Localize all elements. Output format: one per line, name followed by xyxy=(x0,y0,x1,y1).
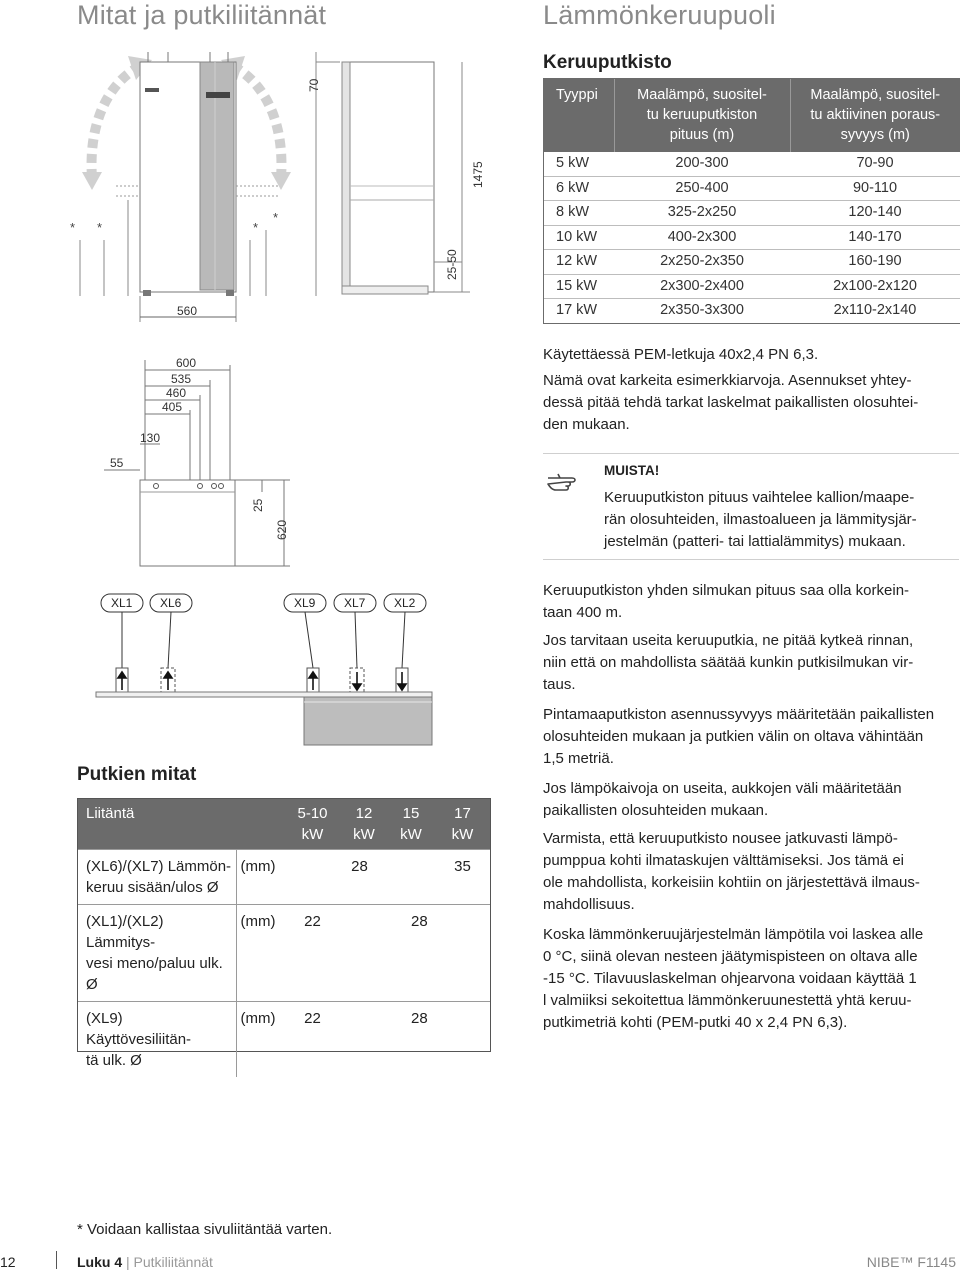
table-row xyxy=(544,225,960,250)
footer-separator: | xyxy=(126,1254,130,1270)
putkien-mitat-table xyxy=(77,798,491,1069)
row-value-b: 35 xyxy=(435,850,490,905)
pipe-stubs xyxy=(116,668,408,692)
cell-depth: 120-140 xyxy=(790,201,960,226)
row-unit: (mm) xyxy=(236,905,284,1002)
pointing-hand-icon xyxy=(546,470,586,494)
row-value-b: 28 xyxy=(341,905,490,1002)
footer-chapter-line xyxy=(77,1254,213,1270)
cell-length: 2x300-2x400 xyxy=(614,274,790,299)
label-xl7: XL7 xyxy=(344,596,366,610)
cell-depth: 2x110-2x140 xyxy=(833,302,917,318)
left-heading: Mitat ja putkiliitännät xyxy=(77,0,327,30)
col-liitanta: Liitäntä xyxy=(78,799,236,850)
feet-label: 25-50 xyxy=(445,249,459,280)
paragraph-5: Varmista, että keruuputkisto nousee jatkuvasti lämpö- pumppua kohti ilmataskujen välttämiseksi. Jos tämä ei ole mahdollista, korkeisiin kohtiin on järjestettävä ilmaus- mahdollisuus. xyxy=(543,830,920,913)
star-mark: * xyxy=(97,220,103,235)
muista-body: Keruuputkiston pituus vaihtelee kallion/maape- rän olosuhteiden, ilmastoalueen ja lämmitysjär- jestelmän (patteri- tai lattialämmitys) mukaan. xyxy=(604,489,917,550)
row-value-a: 22 xyxy=(284,905,341,1002)
dim-460: 460 xyxy=(166,386,187,400)
table-row xyxy=(544,274,960,299)
row-value-b: 28 xyxy=(341,1002,490,1078)
cell-depth: 160-190 xyxy=(790,250,960,275)
rough-note: Nämä ovat karkeita esimerkkiarvoja. Asennukset yhtey- dessä pitää tehdä tarkat laskelmat paikallisten olosuhtei- den mukaan. xyxy=(543,372,919,433)
dim-600: 600 xyxy=(176,356,197,370)
pem-note: Käytettäessä PEM-letkuja 40x2,4 PN 6,3. xyxy=(543,346,819,363)
dim-25: 25 xyxy=(251,498,265,512)
paragraph-6: Koska lämmönkeruujärjestelmän lämpötila voi laskea alle 0 °C, siinä olevan nesteen jäätymispisteen on oltava alle -15 °C. Tilavuuslaskelman ohjearvona voidaan käyttää 1 l valmiiksi sekoitettua lämmönkeruunestettä yhtä keruu- putkimetriä kohti (PEM-putki 40 x 2,4 PN 6,3). xyxy=(543,926,924,1031)
dim-620: 620 xyxy=(275,519,289,540)
top-view xyxy=(104,356,290,566)
cell-type: 10 kW xyxy=(544,225,614,250)
label-xl1: XL1 xyxy=(111,596,133,610)
star-mark: * xyxy=(70,220,76,235)
row-label: (XL1)/(XL2) Lämmitys- vesi meno/paluu ulk. Ø xyxy=(78,905,236,1002)
cell-depth: 90-110 xyxy=(790,176,960,201)
star-mark: * xyxy=(253,220,259,235)
col-pituus: Maalämpö, suositel- tu keruuputkiston pituus (m) xyxy=(614,79,790,152)
cell-depth: 70-90 xyxy=(790,152,960,176)
putkien-mitat-title: Putkien mitat xyxy=(77,764,197,785)
side-unit xyxy=(307,52,485,296)
col-12kw: 12 kW xyxy=(341,799,387,850)
page-number: 12 xyxy=(0,1254,16,1270)
top-dim-label: 70 xyxy=(307,78,321,92)
dim-535: 535 xyxy=(171,372,192,386)
table-row xyxy=(78,1002,490,1078)
dim-130: 130 xyxy=(140,431,161,445)
col-5-10kw: 5-10 kW xyxy=(284,799,341,850)
row-label: (XL9) Käyttövesiliitän- tä ulk. Ø xyxy=(78,1002,236,1078)
cell-type: 15 kW xyxy=(544,274,614,299)
footer-chapter: Luku 4 xyxy=(77,1254,123,1270)
front-unit xyxy=(80,52,280,322)
cell-type: 8 kW xyxy=(544,201,614,226)
footer-divider xyxy=(56,1251,57,1269)
paragraph-4: Jos lämpökaivoja on useita, aukkojen väli määritetään paikallisten olosuhteiden mukaan. xyxy=(543,780,902,819)
label-xl9: XL9 xyxy=(294,596,316,610)
cell-length: 400-2x300 xyxy=(614,225,790,250)
cell-length: 200-300 xyxy=(614,152,790,176)
row-value-a: 28 xyxy=(284,850,435,905)
table-row xyxy=(544,152,960,176)
table-row xyxy=(78,905,490,1002)
col-17kw: 17 kW xyxy=(435,799,490,850)
cell-type: 5 kW xyxy=(544,152,614,176)
right-heading: Lämmönkeruupuoli xyxy=(543,0,776,30)
cell-type: 12 kW xyxy=(544,250,614,275)
paragraph-3: Pintamaaputkiston asennussyvyys määritetään paikallisten olosuhteiden mukaan ja putkien välin on oltava vähintään 1,5 metriä. xyxy=(543,706,935,767)
col-unit xyxy=(236,799,284,850)
footer-section: Putkiliitännät xyxy=(133,1254,213,1270)
cell-length: 2x250-2x350 xyxy=(614,250,790,275)
width-label: 560 xyxy=(177,304,198,318)
keruuputkisto-table xyxy=(543,78,960,324)
paragraph-1: Keruuputkiston yhden silmukan pituus saa olla korkein- taan 400 m. xyxy=(543,582,910,621)
keruuputkisto-title: Keruuputkisto xyxy=(543,52,672,73)
label-xl2: XL2 xyxy=(394,596,416,610)
table-row xyxy=(544,250,960,275)
connection-labels xyxy=(101,594,426,612)
star-mark: * xyxy=(273,210,279,225)
row-unit: (mm) xyxy=(236,850,284,905)
dimension-diagram xyxy=(0,36,500,746)
paragraph-2: Jos tarvitaan useita keruuputkia, ne pitää kytkeä rinnan, niin että on mahdollista säätää kunkin putkisilmukan vir- taus. xyxy=(543,632,914,693)
col-syvyys: Maalämpö, suositel- tu aktiivinen poraus- syvyys (m) xyxy=(790,79,960,152)
footnote: * Voidaan kallistaa sivuliitäntää varten. xyxy=(77,1221,333,1238)
cell-length: 325-2x250 xyxy=(614,201,790,226)
row-value-a: 22 xyxy=(284,1002,341,1078)
footer-product: NIBE™ F1145 xyxy=(866,1254,956,1270)
dim-55: 55 xyxy=(110,456,124,470)
height-label: 1475 xyxy=(471,161,485,188)
cell-depth: 2x100-2x120 xyxy=(790,274,960,299)
table-row xyxy=(78,850,490,905)
cell-type: 6 kW xyxy=(544,176,614,201)
table-row xyxy=(544,201,960,226)
muista-title: MUISTA! xyxy=(604,463,660,478)
table-row xyxy=(544,299,960,323)
cell-type: 17 kW xyxy=(556,302,598,318)
row-label: (XL6)/(XL7) Lämmön- keruu sisään/ulos Ø xyxy=(78,850,236,905)
cell-depth: 140-170 xyxy=(790,225,960,250)
cell-length: 250-400 xyxy=(614,176,790,201)
col-15kw: 15 kW xyxy=(387,799,435,850)
row-unit: (mm) xyxy=(236,1002,284,1078)
cell-length: 2x350-3x300 xyxy=(660,302,744,318)
col-tyyppi: Tyyppi xyxy=(544,79,614,152)
dim-405: 405 xyxy=(162,400,183,414)
label-xl6: XL6 xyxy=(160,596,182,610)
table-row xyxy=(544,176,960,201)
